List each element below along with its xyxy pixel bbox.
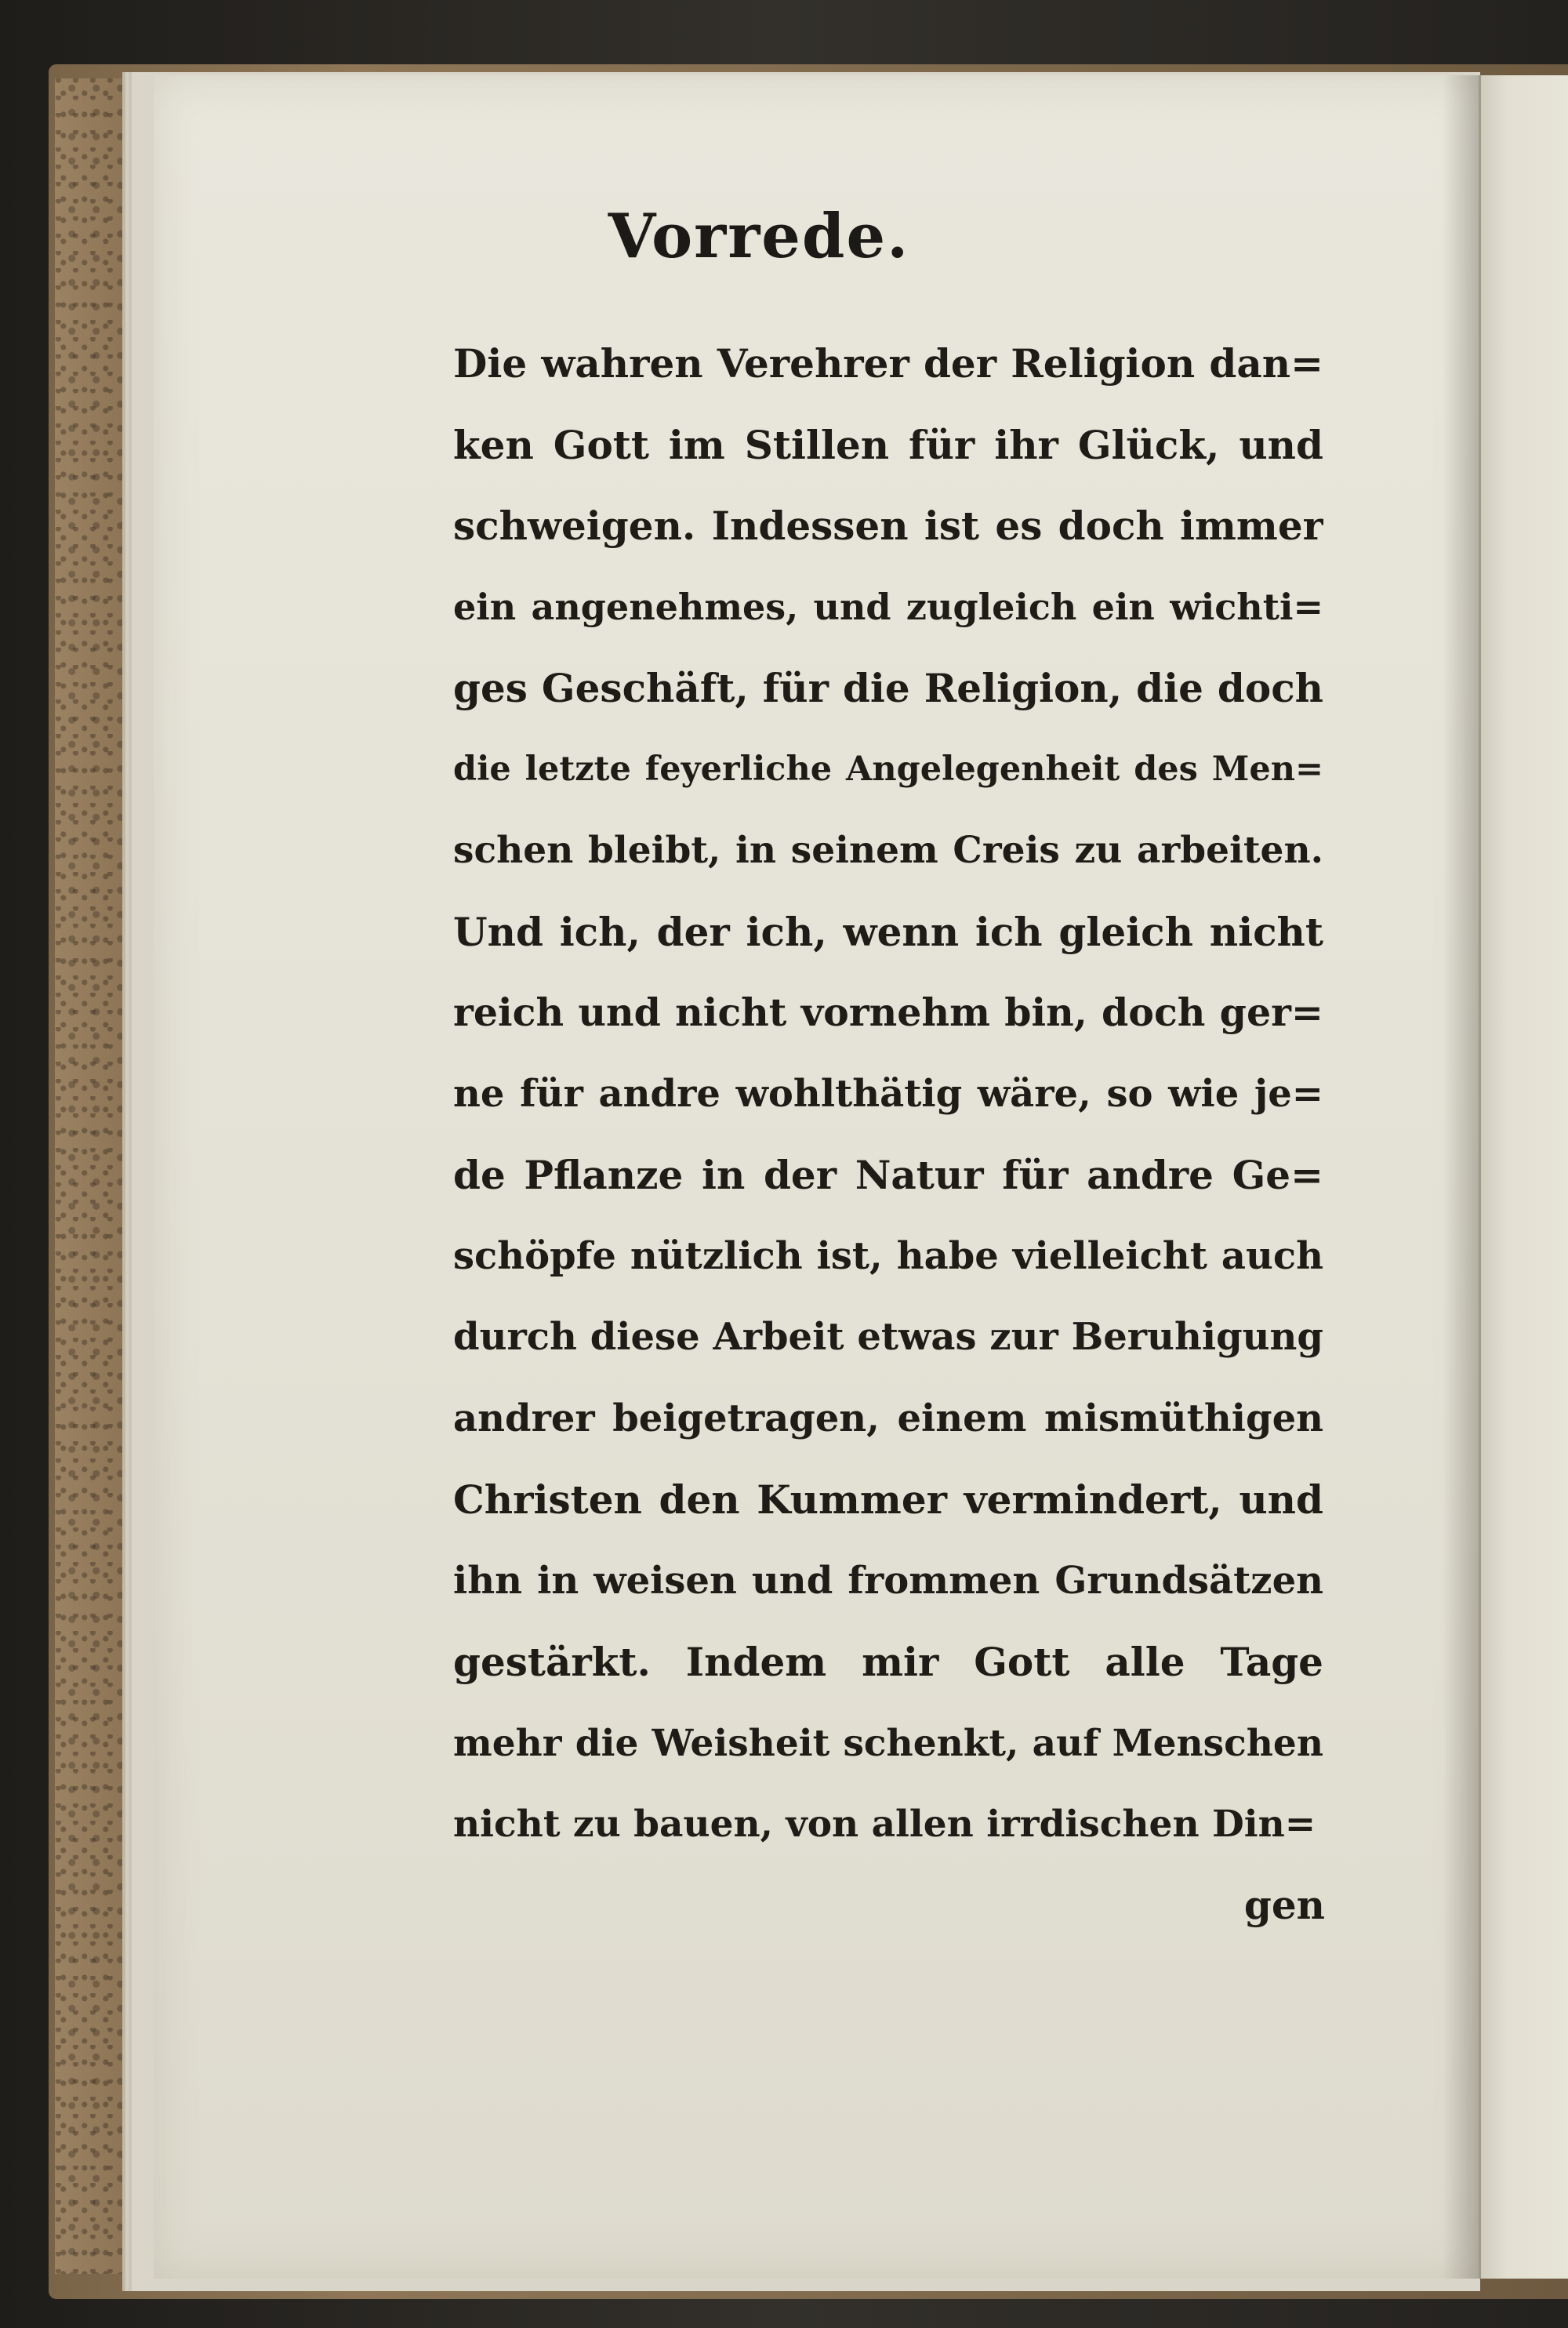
text-line: schöpfe nützlich ist, habe vielleicht auch bbox=[453, 1233, 1323, 1278]
facing-page-edge bbox=[1479, 75, 1568, 2279]
text-line: ken Gott im Stillen für ihr Glück, und bbox=[453, 421, 1323, 468]
text-line: Christen den Kummer vermindert, und bbox=[453, 1476, 1323, 1523]
text-line: gestärkt. Indem mir Gott alle Tage bbox=[453, 1639, 1323, 1685]
body-text bbox=[453, 323, 1323, 1865]
text-line: Die wahren Verehrer der Religion dan= bbox=[453, 340, 1323, 387]
text-line: Und ich, der ich, wenn ich gleich nicht bbox=[453, 908, 1323, 955]
text-line: de Pflanze in der Natur für andre Ge= bbox=[453, 1152, 1323, 1198]
text-line: durch diese Arbeit etwas zur Beruhigung bbox=[453, 1315, 1323, 1359]
text-line: ne für andre wohlthätig wäre, so wie je= bbox=[453, 1071, 1323, 1116]
text-line: andrer beigetragen, einem mismüthigen bbox=[453, 1396, 1323, 1440]
text-line: nicht zu bauen, von allen irrdischen Din= bbox=[453, 1803, 1316, 1846]
cover-marbled-edge bbox=[55, 78, 141, 2274]
text-line: ein angenehmes, und zugleich ein wichti= bbox=[453, 585, 1323, 628]
text-line: schen bleibt, in seinem Creis zu arbeiten. bbox=[453, 829, 1323, 872]
text-line: ges Geschäft, für die Religion, die doch bbox=[453, 665, 1323, 711]
text-line: reich und nicht vornehm bin, doch ger= bbox=[453, 990, 1323, 1035]
text-line: mehr die Weisheit schenkt, auf Menschen bbox=[453, 1721, 1323, 1765]
text-line: ihn in weisen und frommen Grundsätzen bbox=[453, 1558, 1323, 1603]
catchword: gen bbox=[1243, 1882, 1325, 1928]
gutter-shadow bbox=[1443, 75, 1479, 2279]
text-line: schweigen. Indessen ist es doch immer bbox=[453, 503, 1323, 549]
text-line: die letzte feyerliche Angelegenheit des Men= bbox=[453, 749, 1323, 789]
page-heading: Vorrede. bbox=[608, 201, 910, 272]
